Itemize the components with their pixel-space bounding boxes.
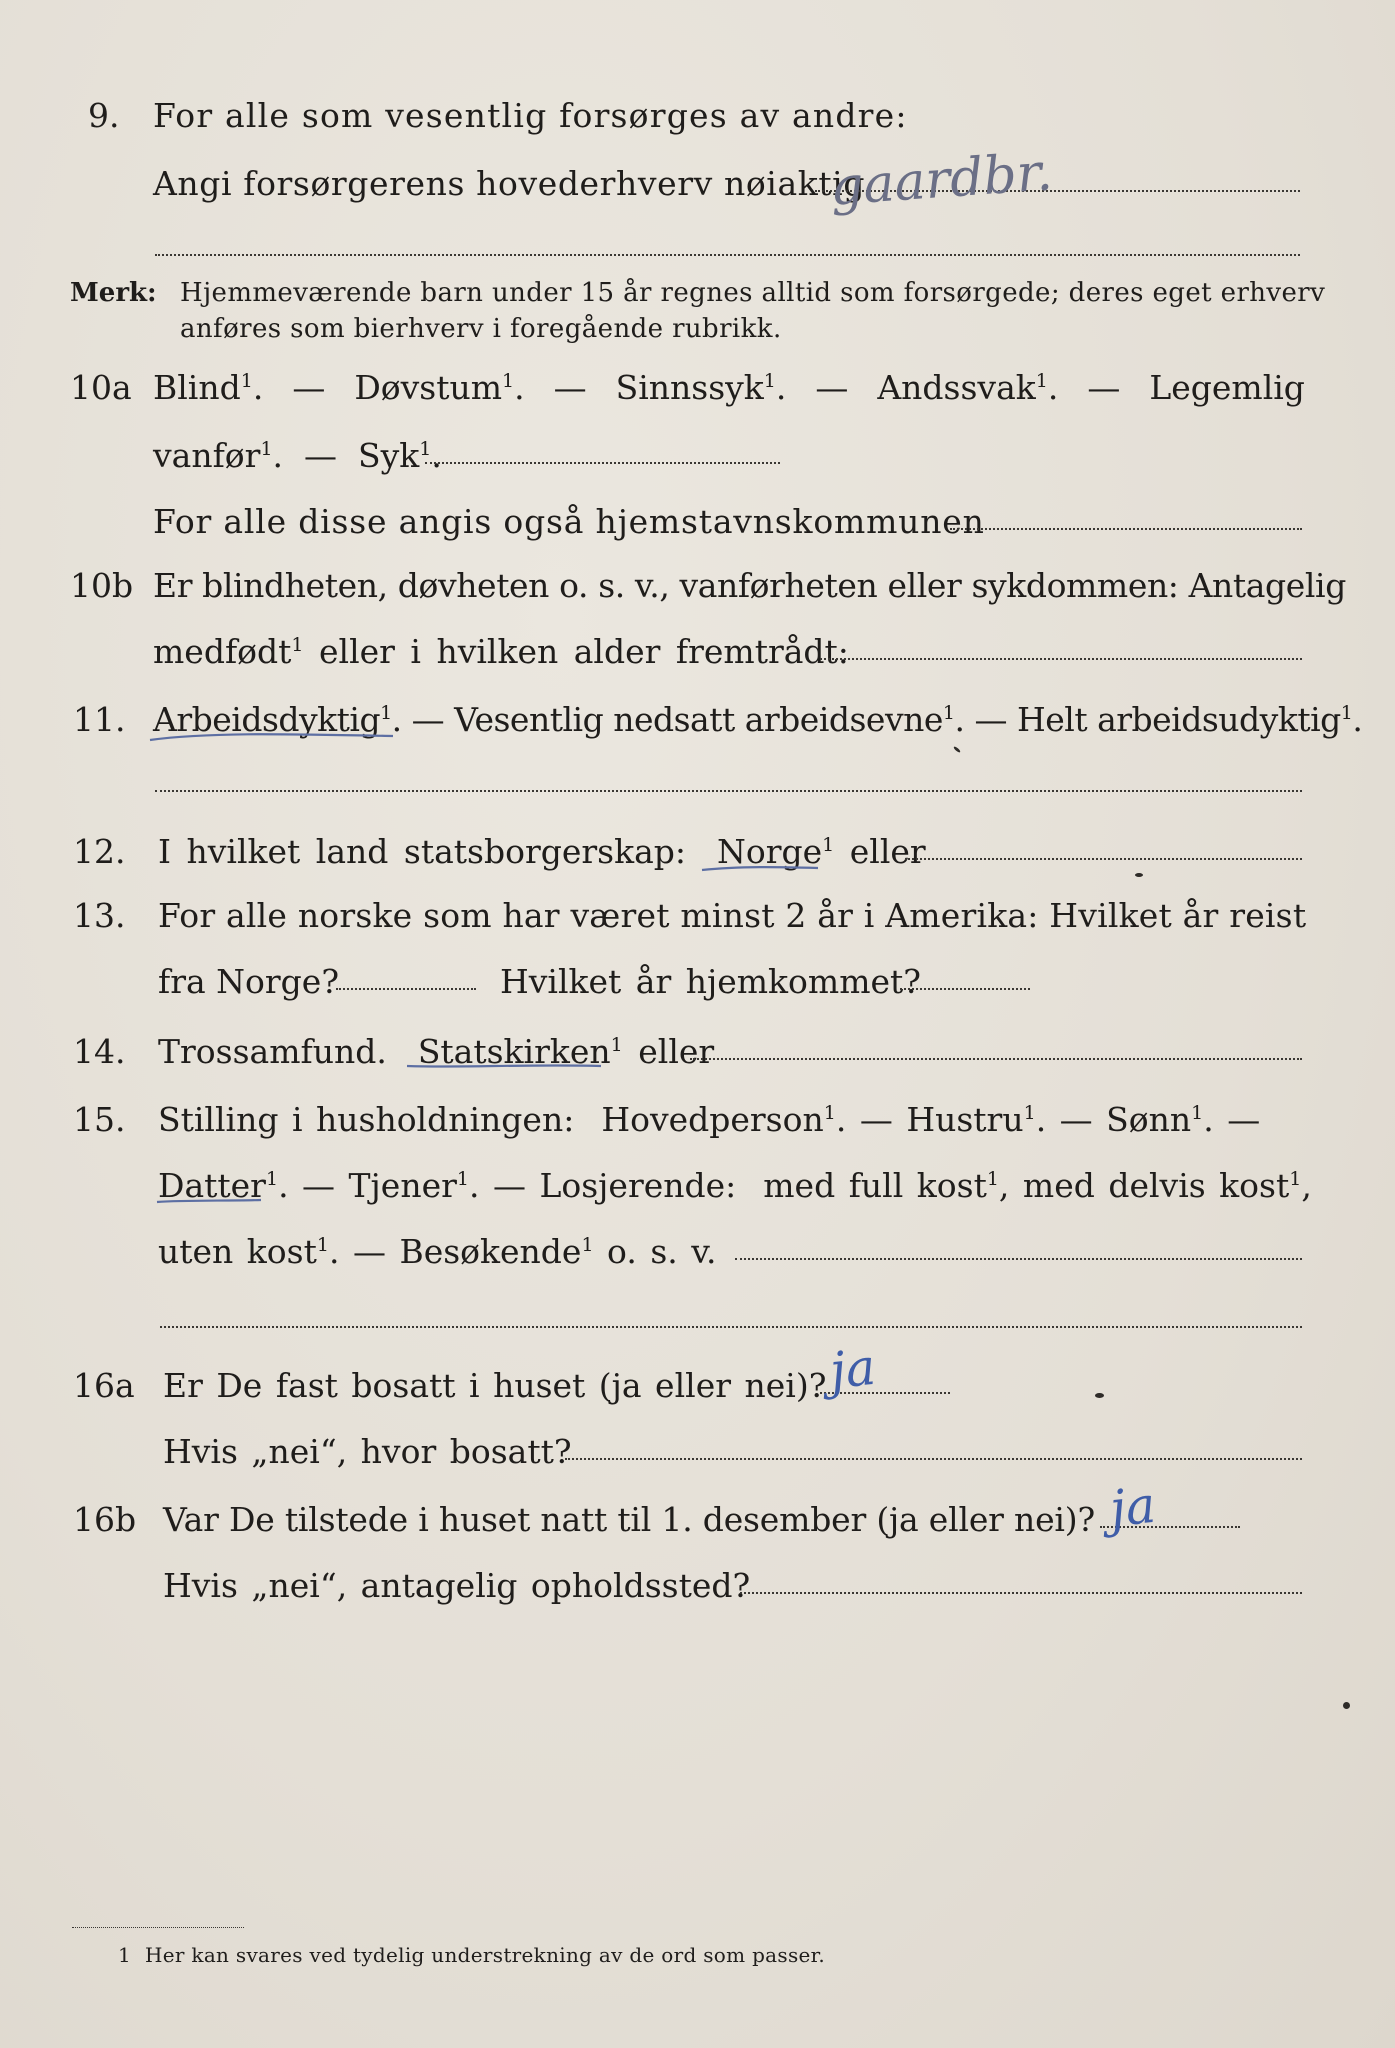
q15-option-hovedperson: Hovedperson	[601, 1100, 824, 1139]
q16b-line1: Var De tilstede i huset natt til 1. desember (ja eller nei)?	[163, 1500, 1095, 1539]
merk-label: Merk:	[70, 278, 157, 308]
q15-line3: uten kost$^1$. — Besøkende$^1$ o. s. v.	[158, 1232, 717, 1271]
q11-extra-line	[155, 790, 1302, 792]
q10b-option-medfodt: medfødt	[153, 632, 292, 671]
q10a-option-syk: Syk	[358, 436, 420, 475]
q16a-line1: Er De fast bosatt i huset (ja eller nei)?	[163, 1366, 827, 1405]
q15-line2: Datter$^1$. — Tjener$^1$. — Losjerende: med full kost$^1$, med delvis kost$^1$,	[158, 1166, 1312, 1205]
q16a-handwritten-answer: ja	[827, 1337, 879, 1401]
q10a-option-andssvak: Andssvak	[877, 368, 1036, 407]
q12-option-norge: Norge	[717, 832, 823, 871]
q10a-line2-dots	[425, 462, 780, 464]
q13-line1: For alle norske som har været minst 2 år i Amerika: Hvilket år reist	[158, 896, 1307, 935]
q12-number: 12.	[73, 832, 126, 871]
q15-handwritten-underline	[155, 1190, 265, 1210]
q14-option-statskirken: Statskirken	[417, 1032, 611, 1071]
q11-option-nedsatt: Vesentlig nedsatt arbeidsevne	[454, 700, 943, 739]
q12-handwritten-underline	[700, 856, 820, 876]
q16a-number: 16a	[73, 1366, 135, 1405]
q11-handwritten-underline	[148, 722, 398, 746]
q10b-number: 10b	[70, 566, 134, 605]
scan-speck	[1343, 1702, 1350, 1709]
q15-option-hustru: Hustru	[906, 1100, 1024, 1139]
merk-line2: anføres som bierhverv i foregående rubrikk.	[180, 314, 782, 344]
q15-option-losjerende: Losjerende:	[539, 1166, 737, 1205]
q10b-line2-dots	[820, 658, 1302, 660]
q10b-line1: Er blindheten, døvheten o. s. v., vanførheten eller sykdommen: Antagelig	[153, 566, 1346, 605]
q9-line2: Angi forsørgerens hovederhverv nøiaktig	[153, 164, 866, 203]
q16a-line2-dots	[565, 1458, 1302, 1460]
q9-extra-line	[155, 254, 1300, 256]
q15-option-uten-kost: uten kost	[158, 1232, 317, 1271]
q10a-option-legemlig: Legemlig	[1149, 368, 1305, 407]
footnote-mark: 1	[118, 1943, 131, 1967]
q11-option-arbeidsdyktig: Arbeidsdyktig	[153, 700, 381, 739]
q16b-number: 16b	[73, 1500, 137, 1539]
q16b-handwritten-answer: ja	[1107, 1475, 1159, 1539]
q16b-line2-dots	[740, 1592, 1302, 1594]
q15-option-delvis-kost: med delvis kost	[1022, 1166, 1290, 1205]
q10a-option-vanfor: vanfør	[153, 436, 261, 475]
q13-year-left-dots	[336, 988, 476, 990]
footnote-rule	[72, 1927, 244, 1928]
q9-line1: For alle som vesentlig forsørges av andre:	[153, 96, 908, 135]
q10a-number: 10a	[70, 368, 132, 407]
q16b-line2: Hvis „nei“, antagelig opholdssted?	[163, 1566, 751, 1605]
q10b-line2: medfødt$^1$ eller i hvilken alder fremtrådt:	[153, 632, 849, 671]
q10a-option-blind: Blind	[153, 368, 241, 407]
q13-year-right-dots	[900, 988, 1030, 990]
q13-line2a: fra Norge?	[158, 962, 340, 1001]
q14-line: Trossamfund. Statskirken$^1$ eller	[158, 1032, 715, 1071]
q15-number: 15.	[73, 1100, 126, 1139]
q10a-line1: Blind$^1$. — Døvstum$^1$. — Sinnssyk$^1$. — Andssvak$^1$. — Legemlig	[153, 368, 1305, 407]
q10a-line3: For alle disse angis også hjemstavnskommunen	[153, 502, 985, 541]
q15-line1: Stilling i husholdningen: Hovedperson$^1$. — Hustru$^1$. — Sønn$^1$. —	[158, 1100, 1261, 1139]
q10a-option-dovstum: Døvstum	[354, 368, 503, 407]
q10a-option-sinnssyk: Sinnssyk	[615, 368, 764, 407]
q14-number: 14.	[73, 1032, 126, 1071]
q15-option-besokende: Besøkende	[399, 1232, 582, 1271]
q13-number: 13.	[73, 896, 126, 935]
q15-dots	[735, 1258, 1302, 1260]
q14-dots	[690, 1058, 1302, 1060]
q11-option-udyktig: Helt arbeidsudyktig	[1016, 700, 1341, 739]
scan-speck	[1135, 873, 1143, 877]
q12-line: I hvilket land statsborgerskap: Norge$^1$ eller	[158, 832, 926, 871]
q14-handwritten-underline	[405, 1054, 605, 1076]
q9-handwritten-answer: gaardbr.	[828, 142, 1055, 218]
footnote-text: Her kan svares ved tydelig understrekning av de ord som passer.	[145, 1943, 825, 1967]
q11-line1: Arbeidsdyktig$^1$. — Vesentlig nedsatt arbeidsevne$^1$. — Helt arbeidsudyktig$^1$.	[153, 700, 1363, 739]
scan-speck	[1095, 1393, 1104, 1398]
merk-line1: Hjemmeværende barn under 15 år regnes alltid som forsørgede; deres eget erhverv	[180, 278, 1326, 308]
q10a-line3-dots	[950, 528, 1302, 530]
q15-extra-line	[160, 1326, 1302, 1328]
q15-option-datter: Datter	[158, 1166, 266, 1205]
scan-speck	[953, 746, 961, 753]
q16a-line2: Hvis „nei“, hvor bosatt?	[163, 1432, 572, 1471]
q9-number: 9.	[88, 96, 120, 135]
q13-line2b: Hvilket år hjemkommet?	[500, 962, 921, 1001]
q15-option-full-kost: med full kost	[763, 1166, 987, 1205]
q15-option-sonn: Sønn	[1106, 1100, 1192, 1139]
q10a-line2: vanfør$^1$. — Syk$^1$.	[153, 436, 442, 475]
q11-number: 11.	[73, 700, 126, 739]
q15-option-tjener: Tjener	[348, 1166, 457, 1205]
q12-dots	[905, 858, 1302, 860]
